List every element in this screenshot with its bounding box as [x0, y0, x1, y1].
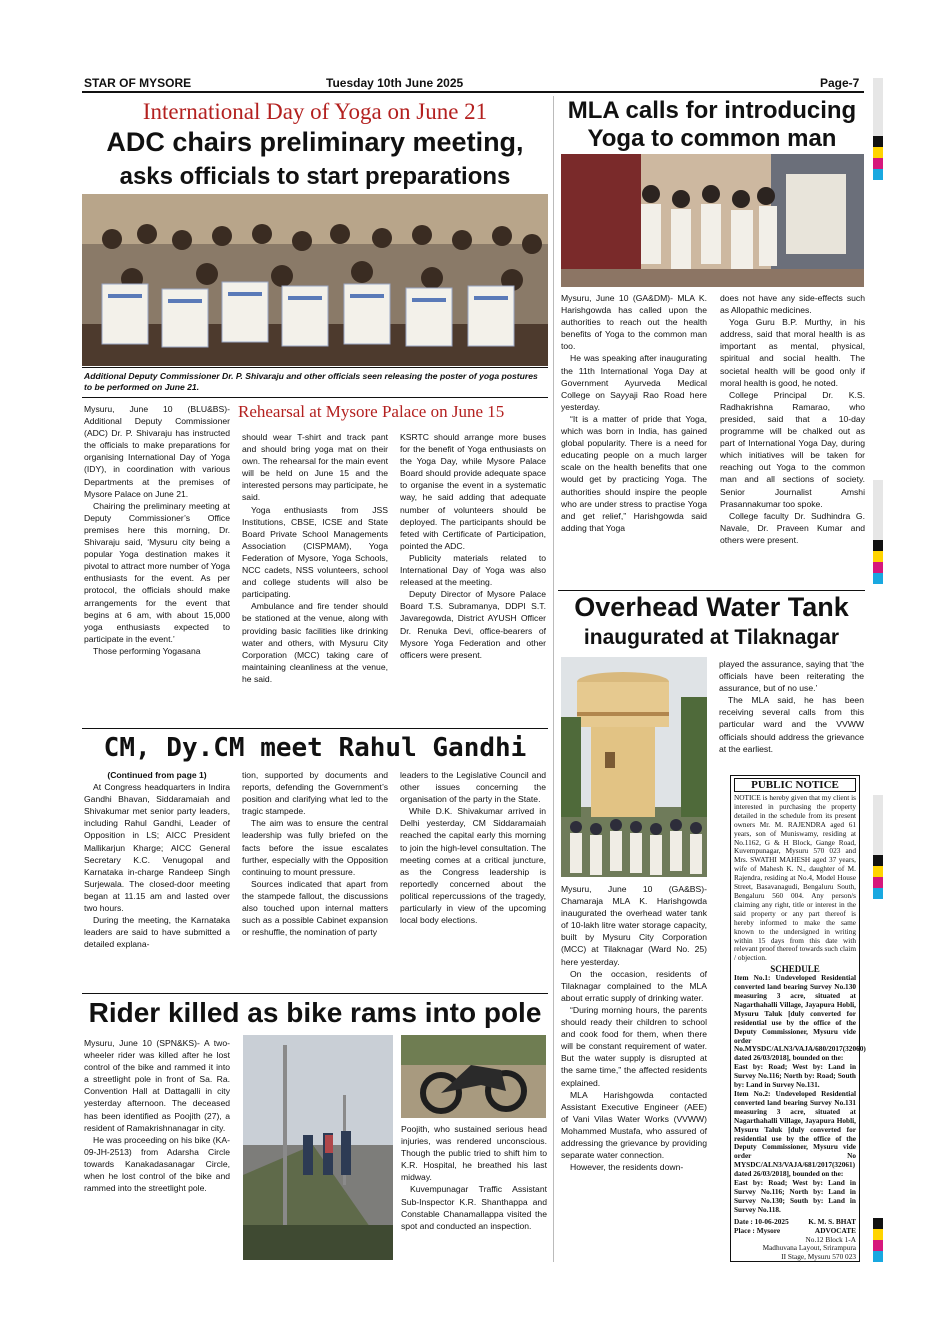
schedule-item-2: Item No.2: Undeveloped Residential converted land bearing Survey No.131 measuring 3 acre, situated at Nagarthahalli Village, Jayapura Hobli, Mysuru Taluk [duly converted for residential use by the office of the Deputy Commissioner, Mysuru vide order No MYSDC/ALN3/VAJA/681/2017(32061) dated 26/03/2018], bounded on the:	[734, 1089, 856, 1179]
schedule-title: SCHEDULE	[770, 964, 820, 975]
paragraph: played the assurance, saying that ‘the officials have been reiterating the assurance, but of no use.’	[719, 659, 864, 694]
yoga-poster-photo	[82, 194, 548, 366]
paragraph: does not have any side-effects such as Allopathic medicines.	[720, 293, 865, 316]
continued-label: (Continued from page 1)	[107, 770, 207, 780]
paragraph: College Principal Dr. K.S. Radhakrishna Ramarao, who presided, said that a 10-day programme will be chalked out as part of International Yoga Day, during which initiatives will be taken for reaching out Yoga to the common man and all sections of society. Senior Journalist Amshi Prasannakumar too spoke.	[720, 389, 865, 509]
tank-headline-1: Overhead Water Tank	[574, 592, 849, 622]
advocate-address-1: No.12 Block 1-A	[805, 1234, 856, 1244]
paragraph: On the occasion, residents of Tilaknagar complained to the MLA about erratic supply of drinking water.	[561, 968, 707, 1003]
paragraph: Sources indicated that apart from the stampede fallout, the discussions also touched upon internal matters such as a possible Cabinet expansion or reshuffle, the nomination of party	[242, 878, 388, 938]
notice-paragraph: NOTICE is hereby given that my client is interested in purchasing the property detailed in the schedule from its present owners Mr. M. RAJENDRA aged 61 years, son of Muniswamy, residing at No.1162, G & H Block, Gange Road, Kuvempunagar, Mysuru 570 023 and Mrs. SWATHI MAHESH aged 37 years, wife of Mahesh K. N., daughter of M. Rajendra, residing at No.4, Model House Street, Basavanagudi, Bengaluru South, Bengaluru 560 004. Any person/s claiming any right, title or interest in the said property or any part thereof is hereby informed to make the same known to the undersigned in writing within 15 days from this date with relevant proof thereof towards such claim / objection.	[734, 793, 856, 963]
paragraph: Mysuru, June 10 (BLU&BS)- Additional Deputy Commissioner (ADC) Dr. P. Shivaraju has instructed the officials to make preparations for organising International Day of Yoga (IDY), in coordination with various Departments at the premises of Mysore Palace on June 21.	[84, 404, 230, 499]
mla-col-2	[720, 292, 865, 546]
mla-headline-1: MLA calls for introducing	[567, 97, 857, 124]
notice-intro	[734, 793, 866, 1262]
mla-headline-2: Yoga to common man	[587, 125, 837, 152]
paragraph: Kuvempunagar Traffic Assistant Sub-Inspector K.R. Shanthappa and Constable Chanamallappa visited the spot and conducted an inspection.	[401, 1184, 547, 1231]
yoga-col-2	[242, 431, 388, 685]
paragraph: “During morning hours, the parents should ready their children to school and cook food for them, when there will be constant requirement of water. But the water supply is disrupted at the same time,” the affected residents explained.	[561, 1004, 707, 1088]
public-notice-box	[730, 775, 866, 1262]
paragraph: Publicity materials related to International Day of Yoga was also released at the meeting.	[400, 552, 546, 588]
cm-headline: CM, Dy.CM meet Rahul Gandhi	[103, 733, 527, 763]
bike-col-1	[84, 1037, 230, 1194]
yoga-photo-caption: Additional Deputy Commissioner Dr. P. Shivaraju and other officials seen releasing the poster of yoga postures to be performed on June 21.	[84, 371, 538, 392]
advocate-address-3: II Stage, Mysuru 570 023	[781, 1252, 856, 1262]
paragraph: Mysuru, June 10 (GA&DM)- MLA K. Harishgowda has called upon the authorities to reach out the health benefits of Yoga to the common man too.	[561, 293, 707, 352]
paragraph: KSRTC should arrange more buses for the benefit of Yoga enthusiasts on the Yoga Day, while Mysore Palace Board should provide adequate space to organise the event in a systematic way, he said adding that adequate number of volunteers should be deployed. The participants should be feted with Certificate of Participation, pointed the ADC.	[400, 432, 546, 551]
paragraph: Chairing the preliminary meeting at Deputy Commissioner’s Office premises here this morning, Dr. Shivaraju said, ‘Mysuru city being a popular Yoga destination makes it pivotal to attract more number of Yoga enthusiasts for the event. As per protocol, the officials should make arrangements for the event that begins at 6 am, with about 15,000 yoga enthusiasts expected to participate in the event.’	[84, 500, 230, 644]
paragraph: The aim was to ensure the central leadership was fully briefed on the facts before the issue escalates further, especially with the Opposition continuing to mount pressure.	[242, 818, 388, 877]
mla-col-1	[561, 292, 707, 534]
schedule-item-2-bounds: East by: Road; West by: Land in Survey No.116; North by: Land in Survey No.130; South by: Land in Survey No.118.	[734, 1178, 856, 1214]
paragraph: Mysuru, June 10 (GA&BS)- Chamaraja MLA K. Harishgowda inaugurated the overhead water tank of 10-lakh litre water storage capacity, built by Mysuru City Corporation (MCC) at Tilaknagar (Ward No. 25) here yesterday.	[561, 884, 707, 967]
tank-headline-2: inaugurated at Tilaknagar	[583, 626, 840, 649]
caption-rule	[82, 397, 548, 398]
bike-col-3	[401, 1123, 547, 1232]
paragraph: should wear T-shirt and track pant and should bring yoga mat on their own. The rehearsal for the main event will be held on June 15 and the interested persons may participate, he said.	[242, 432, 388, 503]
paragraph: leaders to the Legislative Council and other issues concerning the organisation of the party in the State.	[400, 770, 546, 805]
notice-title: PUBLIC NOTICE	[734, 778, 856, 792]
notice-date: Date : 10-06-2025	[734, 1216, 789, 1226]
yoga-subhead: Rehearsal at Mysore Palace on June 15	[238, 402, 505, 421]
cm-col-3	[400, 769, 546, 926]
schedule-item-1: Item No.1: Undeveloped Residential converted land bearing Survey No.130 measuring 3 acre, situated at Nagarthahalli Village, Jayapura Hobli, Mysuru Taluk [duly converted for residential use by the office of the Deputy Commissioner, Mysuru vide order No.MYSDC/ALN3/VAJA/680/2017(32060) dated 26/03/2018], bounded on the:	[734, 973, 866, 1063]
photo-rule	[82, 367, 548, 368]
damaged-bike-photo	[401, 1035, 546, 1118]
bike-headline: Rider killed as bike rams into pole	[88, 997, 542, 1028]
paragraph: He was proceeding on his bike (KA-09-JH-2513) from Adarsha Circle towards Kanakadasanagar Circle, when he lost control of the bike and rammed into the streetlight pole.	[84, 1134, 230, 1194]
paragraph: tion, supported by documents and reports, defending the Government’s position and clarifying what led to the tragic stampede.	[242, 770, 388, 817]
masthead-rule	[82, 91, 864, 93]
notice-place: Place : Mysore	[734, 1225, 781, 1235]
yoga-kicker: International Day of Yoga on June 21	[142, 99, 488, 124]
yoga-headline-2: asks officials to start preparations	[119, 163, 511, 190]
paragraph: College faculty Dr. Sudhindra G. Navale, Dr. Praveen Kumar and others were present.	[720, 510, 865, 545]
paragraph: “It is a matter of pride that Yoga, which was born in India, has gained global popularity. There is a need for educating people on a much larger scale on the health benefits that one would get by practicing Yoga. The authorities should inspire the people who are under stress to practise Yoga and get relief,” Harishgowda said adding that Yoga	[561, 413, 707, 533]
story-rule	[82, 728, 548, 729]
accident-site-photo	[243, 1035, 393, 1260]
yoga-headline-1: ADC chairs preliminary meeting,	[106, 127, 524, 157]
tank-col-right	[719, 658, 864, 755]
paragraph: Deputy Director of Mysore Palace Board T.S. Subramanya, DDPI S.T. Javaregowda, District AYUSH Officer Dr. Renuka Devi, office-bearers of Mysore Yoga Federation and other officers were present.	[400, 589, 546, 660]
yoga-col-1	[84, 403, 230, 657]
paragraph: Those performing Yogasana	[93, 645, 201, 656]
paragraph: He was speaking after inaugurating the 11th International Yoga Day at Government Ayurveda Medical College on Sayyaji Rao Road here yesterday.	[561, 353, 707, 412]
paper-name: STAR OF MYSORE	[84, 76, 192, 90]
paragraph: The MLA said, he has been receiving several calls from this particular ward and the VVWW officials should address the grievance at the earliest.	[719, 695, 864, 754]
tank-col-left	[561, 883, 707, 1173]
schedule-item-1-bounds: East by: Road; West by: Land in Survey No.116; North by: Road; South by: Land in Survey No.131.	[734, 1062, 856, 1090]
paragraph: However, the residents down-	[570, 1162, 684, 1173]
cm-col-1	[84, 769, 230, 950]
advocate-address-2: Madhuvana Layout, Srirampura	[762, 1243, 856, 1253]
paragraph: During the meeting, the Karnataka leaders are said to have submitted a detailed explana-	[84, 915, 230, 950]
paragraph: MLA Harishgowda contacted Assistant Executive Engineer (AEE) of Vani Vilas Water Works (VVWW) Mohammed Mustafa, who assured of addressing the grievance by providing separate water connection.	[561, 1089, 707, 1161]
advocate-title: ADVOCATE	[814, 1225, 856, 1235]
issue-date: Tuesday 10th June 2025	[326, 76, 464, 90]
paragraph: Mysuru, June 10 (SPN&KS)- A two-wheeler rider was killed after he lost control of the bike and rammed it into a streetlight pole in front of Sa. Ra. Convention Hall at Dattagalli in city yesterday afternoon. The deceased has been identified as Poojith (27), a resident of Ramakrishnanagar in city.	[84, 1038, 230, 1133]
paragraph: Yoga enthusiasts from JSS Institutions, CBSE, ICSE and State Board Private School Managements Association (CISPMAM), Yoga Federation of Mysore, Yoga Schools, NCC cadets, NSS volunteers, school and college students will also be participating.	[242, 504, 388, 600]
story-rule	[82, 993, 548, 994]
paragraph: Yoga Guru B.P. Murthy, in his address, said that moral health is as important as mental, physical, spiritual and social health. The societal health will be good only if moral health is good, he noted.	[720, 317, 865, 388]
page-number: Page-7	[820, 76, 860, 90]
water-tank-photo	[561, 657, 707, 877]
section-divider	[553, 96, 554, 1262]
advocate-name: K. M. S. BHAT	[808, 1216, 856, 1226]
paragraph: Ambulance and fire tender should be stationed at the venue, along with providing basic facilities like drinking water and others, with Mysuru City Corporation (MCC) taking care of maintaining cleanliness at the venue, he said.	[242, 601, 388, 684]
yoga-col-3	[400, 431, 546, 661]
cm-col-2	[242, 769, 388, 938]
paragraph: While D.K. Shivakumar arrived in Delhi yesterday, CM Siddaramaiah reached the capital early this morning to join the high-level consultation. The meeting comes at a critical juncture, as the Congress leadership is reportedly concerned about the political repercussions of the tragedy, particularly in view of the upcoming local body elections.	[400, 806, 546, 926]
story-rule	[558, 590, 865, 591]
mla-yoga-photo	[561, 154, 864, 287]
paragraph: At Congress headquarters in Indira Gandhi Bhavan, Siddaramaiah and Shivakumar met senior party leaders, including Rahul Gandhi, Leader of Opposition in LS; AICC President Mallikarjun Kharge; AICC General Secretary K.C. Venugopal and Karnataka in-charge Randeep Singh Surjewala. The closed-door meeting began at 11.15 am and lasted over two hours.	[84, 782, 230, 914]
paragraph: Poojith, who sustained serious head injuries, was rendered unconscious. Though the public tried to shift him to K.R. Hospital, he breathed his last midway.	[401, 1124, 547, 1183]
